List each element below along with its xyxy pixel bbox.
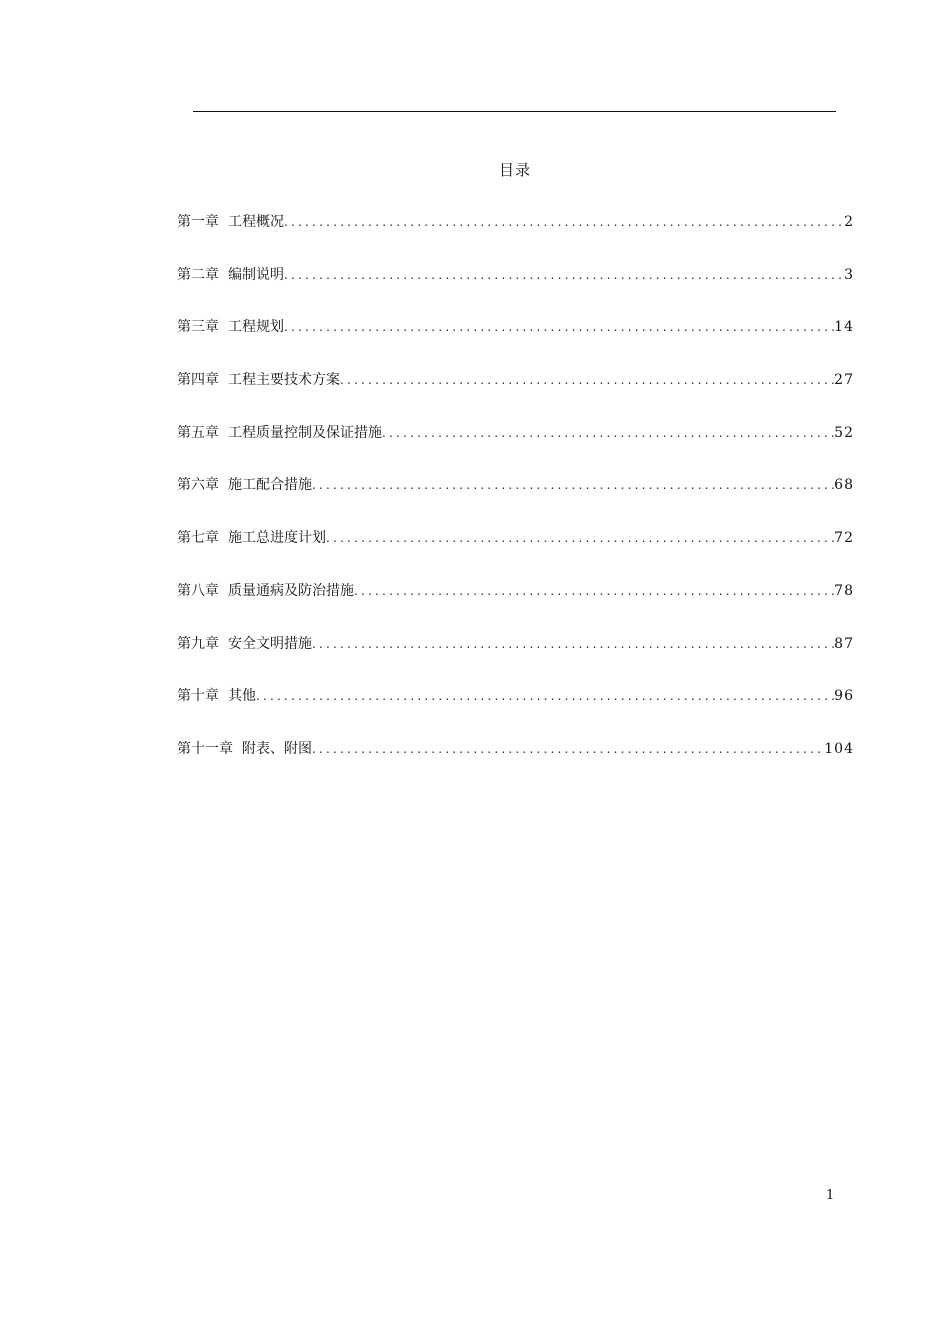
toc-entry[interactable]	[177, 737, 854, 790]
toc-page-number: 68	[834, 477, 854, 494]
toc-chapter-label: 第八章	[177, 582, 219, 599]
toc-entry[interactable]	[177, 210, 854, 263]
toc-page-number: 96	[834, 688, 854, 705]
toc-chapter-name: 工程概况	[228, 214, 284, 230]
toc-chapter-name: 工程主要技术方案	[228, 372, 340, 389]
toc-dot-leader	[312, 632, 834, 656]
toc-entry[interactable]	[177, 579, 854, 632]
toc-entry[interactable]	[177, 421, 854, 474]
toc-dot-leader	[256, 684, 834, 708]
toc-entry[interactable]	[177, 473, 854, 526]
toc-chapter-name: 施工总进度计划	[228, 530, 326, 547]
toc-page-number: 14	[834, 319, 854, 336]
toc-list	[177, 210, 854, 790]
toc-page-number: 27	[834, 372, 854, 389]
toc-dot-leader	[382, 421, 834, 445]
toc-entry[interactable]	[177, 684, 854, 737]
toc-entry[interactable]	[177, 368, 854, 421]
toc-dot-leader	[284, 210, 844, 234]
toc-chapter-label: 第一章	[177, 214, 219, 230]
toc-chapter-name: 质量通病及防治措施	[228, 582, 354, 599]
page-number: 1	[826, 1188, 835, 1203]
toc-dot-leader	[340, 368, 834, 392]
toc-title: 目录	[498, 161, 531, 179]
toc-page-number: 52	[834, 424, 854, 441]
toc-chapter-name: 工程质量控制及保证措施	[228, 424, 382, 441]
toc-chapter-name: 施工配合措施	[228, 477, 312, 494]
toc-page-number: 3	[844, 266, 854, 283]
toc-chapter-label: 第三章	[177, 319, 219, 336]
toc-chapter-label: 第十一章	[177, 740, 233, 757]
toc-dot-leader	[354, 579, 834, 603]
toc-page-number: 2	[844, 214, 854, 230]
toc-dot-leader	[284, 315, 834, 339]
toc-dot-leader	[326, 526, 834, 550]
toc-chapter-label: 第六章	[177, 477, 219, 494]
toc-dot-leader	[312, 737, 824, 761]
toc-chapter-name: 编制说明	[228, 266, 284, 283]
header-rule	[193, 111, 836, 112]
toc-chapter-label: 第七章	[177, 530, 219, 547]
toc-chapter-label: 第二章	[177, 266, 219, 283]
toc-entry[interactable]	[177, 263, 854, 316]
toc-chapter-name: 工程规划	[228, 319, 284, 336]
toc-page-number: 78	[834, 582, 854, 599]
toc-chapter-name: 其他	[228, 688, 256, 705]
toc-chapter-name: 安全文明措施	[228, 635, 312, 652]
toc-page-number: 72	[834, 530, 854, 547]
toc-dot-leader	[284, 263, 844, 287]
toc-dot-leader	[312, 473, 834, 497]
toc-entry[interactable]	[177, 315, 854, 368]
toc-chapter-label: 第十章	[177, 688, 219, 705]
toc-entry[interactable]	[177, 632, 854, 685]
toc-chapter-label: 第九章	[177, 635, 219, 652]
toc-chapter-name: 附表、附图	[242, 740, 312, 757]
toc-page-number: 87	[834, 635, 854, 652]
toc-chapter-label: 第四章	[177, 372, 219, 389]
toc-page-number: 104	[824, 740, 854, 757]
toc-chapter-label: 第五章	[177, 424, 219, 441]
toc-entry[interactable]	[177, 526, 854, 579]
